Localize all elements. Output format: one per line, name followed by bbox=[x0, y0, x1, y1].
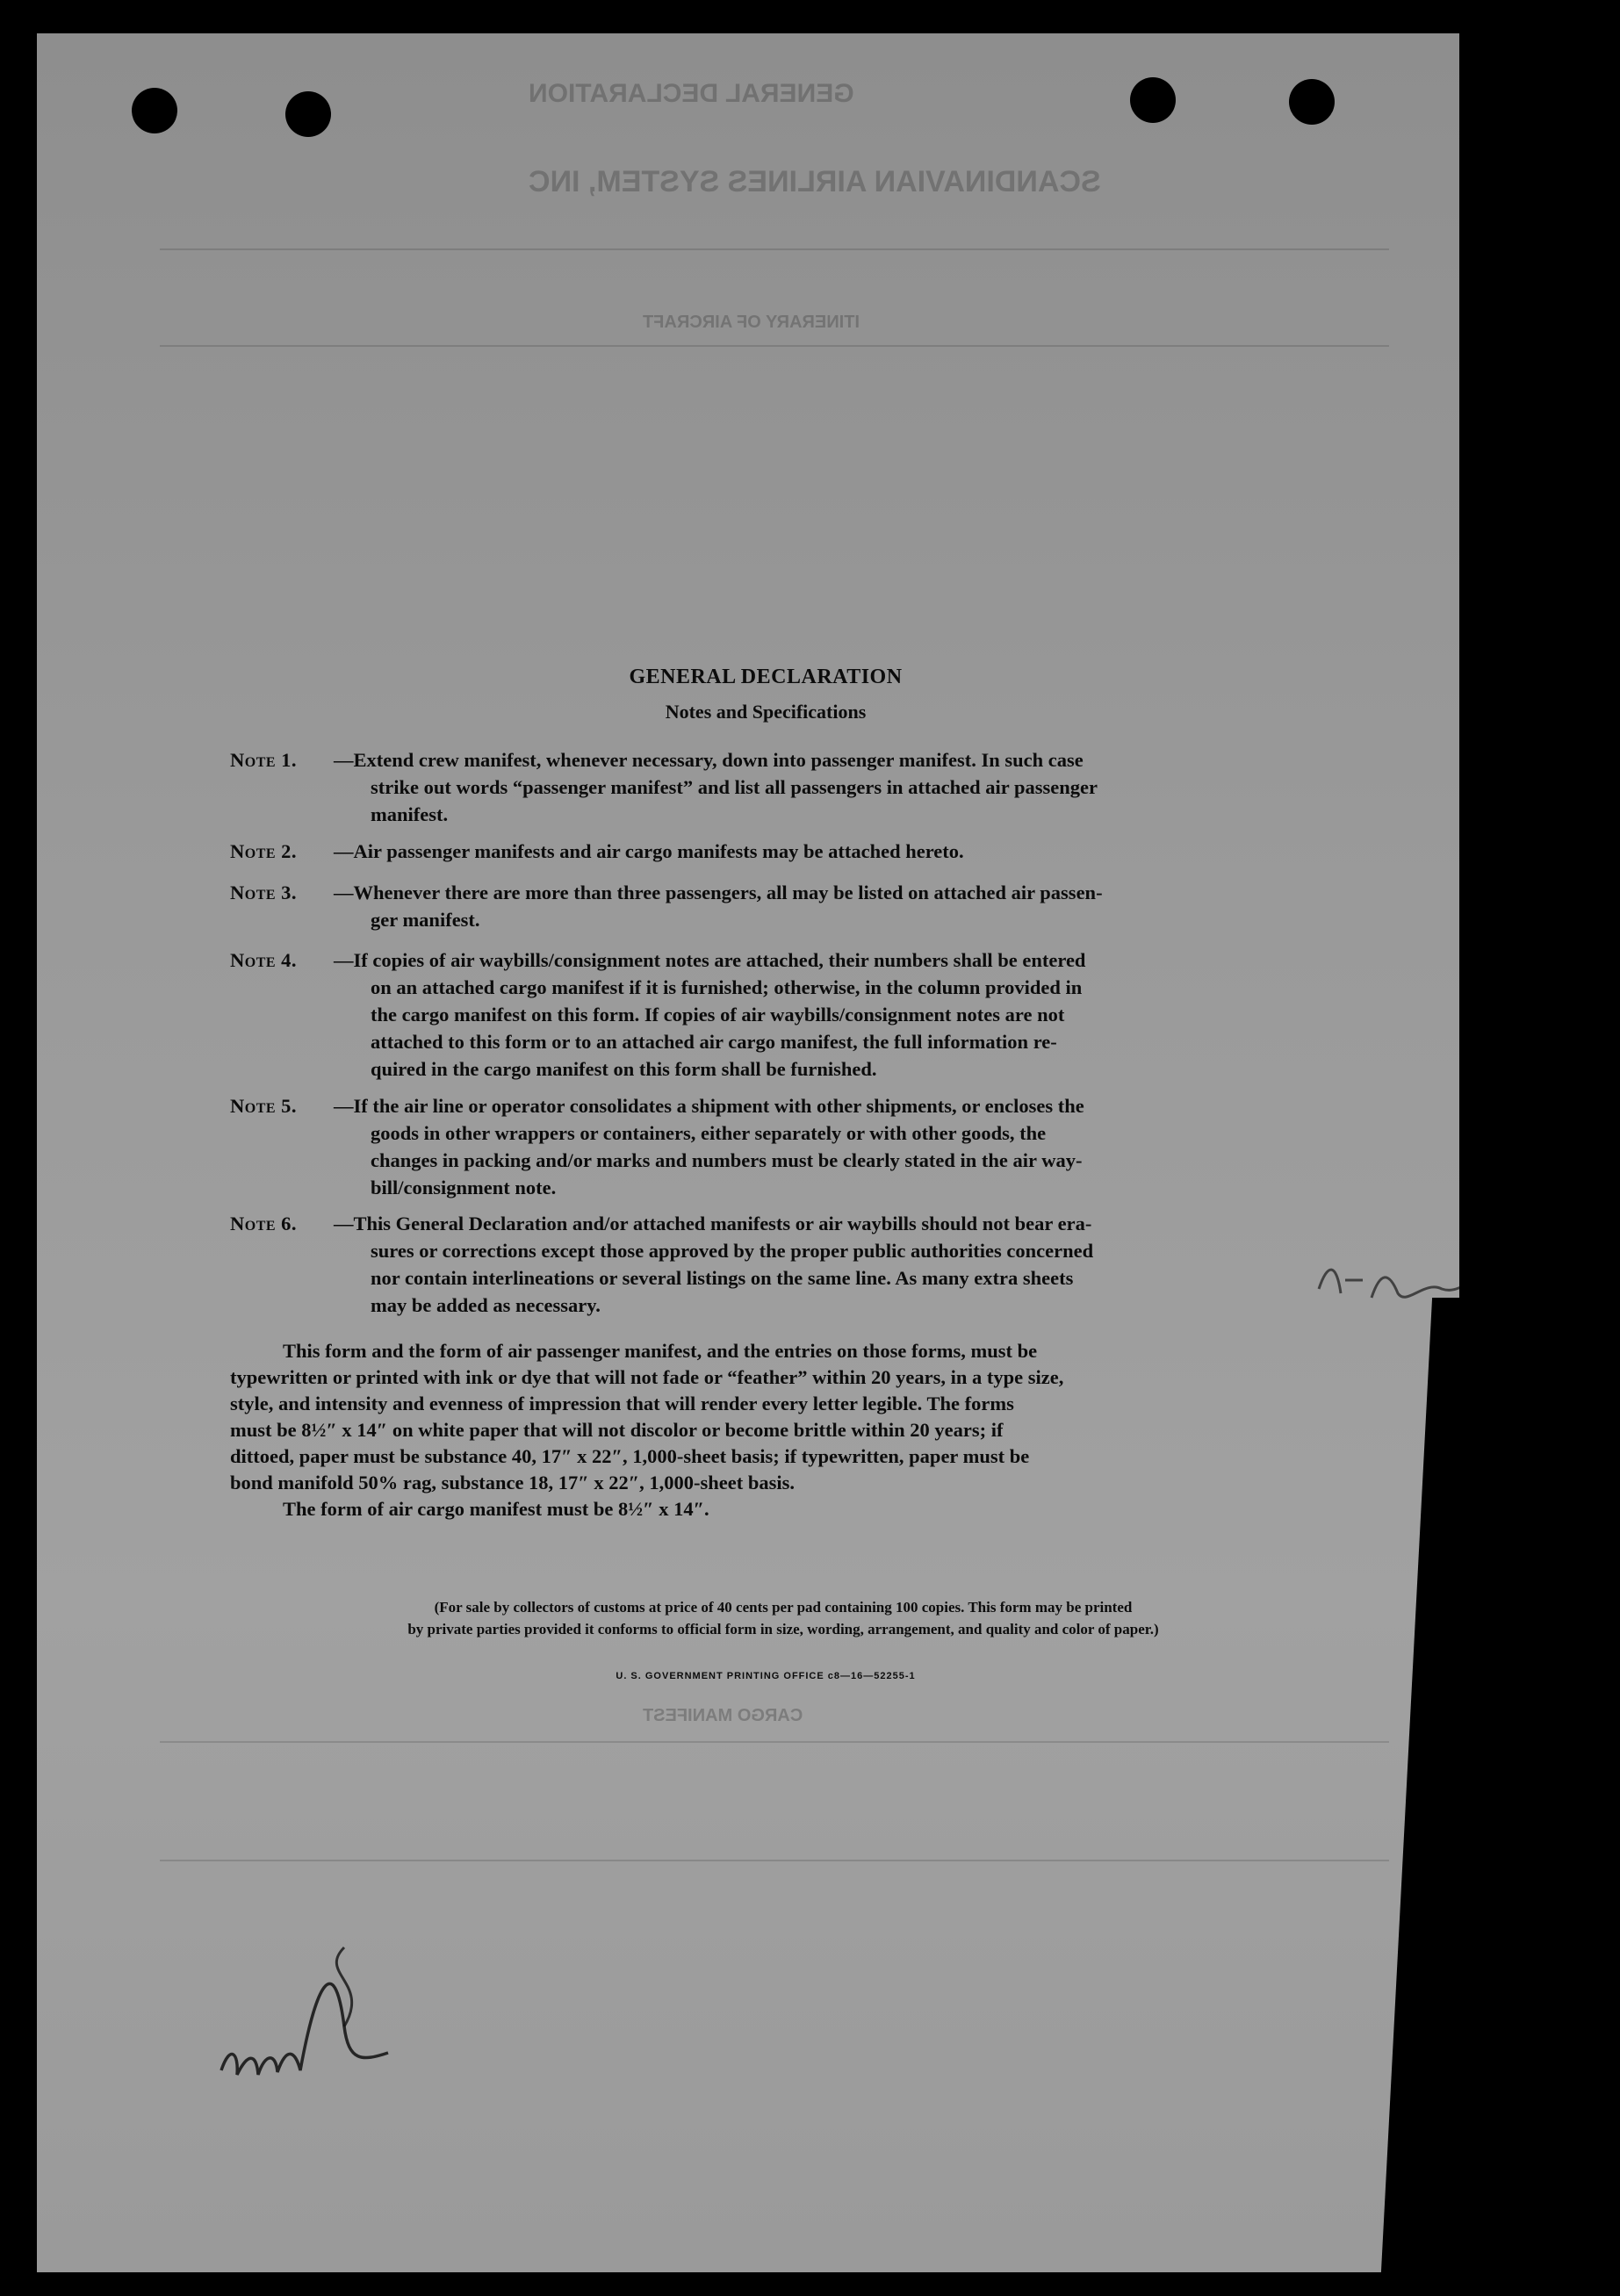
note-3 bbox=[230, 879, 1336, 933]
sale-note bbox=[230, 1596, 1336, 1640]
punch-hole-right-1 bbox=[1130, 77, 1176, 123]
note-text: strike out words “passenger manifest” and list all passengers in attached air passenger bbox=[371, 776, 1098, 798]
note-5 bbox=[230, 1092, 1336, 1201]
bleed-through-rule bbox=[160, 1860, 1389, 1868]
bleed-through-rule bbox=[160, 345, 1389, 354]
bleed-through-rule bbox=[160, 1741, 1389, 1750]
sale-note-line: by private parties provided it conforms to official form in size, wording, arrangement, and quality and color of paper.) bbox=[407, 1621, 1159, 1637]
note-text: on an attached cargo manifest if it is furnished; otherwise, in the column provided in bbox=[371, 976, 1083, 998]
note-label: Note 5. bbox=[230, 1095, 298, 1117]
note-label: Note 2. bbox=[230, 840, 298, 862]
note-text: goods in other wrappers or containers, either separately or with other goods, the bbox=[371, 1122, 1047, 1144]
note-label: Note 6. bbox=[230, 1213, 298, 1234]
note-label: Note 1. bbox=[230, 749, 298, 771]
paragraph-line: dittoed, paper must be substance 40, 17″ x 22″, 1,000-sheet basis; if typewritten, paper must be bbox=[230, 1445, 1030, 1467]
note-text: manifest. bbox=[371, 803, 449, 825]
bleed-through-rule bbox=[160, 248, 1389, 257]
printing-office-imprint: U. S. GOVERNMENT PRINTING OFFICE c8—16—52255-1 bbox=[616, 1671, 916, 1681]
note-text: may be added as necessary. bbox=[371, 1294, 601, 1316]
note-text: —Whenever there are more than three passengers, all may be listed on attached air passen- bbox=[334, 882, 1103, 903]
note-text: changes in packing and/or marks and numbers must be clearly stated in the air way- bbox=[371, 1149, 1083, 1171]
bleed-through-header: GENERAL DECLARATION bbox=[529, 79, 854, 108]
bleed-through-itinerary: ITINERARY OF AIRCRAFT bbox=[643, 313, 860, 332]
handwritten-signature bbox=[212, 1921, 423, 2097]
note-2 bbox=[230, 838, 1336, 865]
punch-hole-left-1 bbox=[132, 88, 177, 133]
punch-hole-right-2 bbox=[1289, 79, 1335, 125]
document-title: GENERAL DECLARATION bbox=[629, 666, 903, 688]
note-text: attached to this form or to an attached air cargo manifest, the full information re- bbox=[371, 1031, 1057, 1053]
bleed-through-airline: SCANDINAVIAN AIRLINES SYSTEM, INC bbox=[529, 165, 1101, 198]
form-specification-paragraph bbox=[230, 1338, 1336, 1522]
sale-note-line: (For sale by collectors of customs at price of 40 cents per pad containing 100 copies. This form may be printed bbox=[434, 1599, 1133, 1616]
note-text: ger manifest. bbox=[371, 909, 480, 931]
note-text: —If copies of air waybills/consignment notes are attached, their numbers shall be entered bbox=[334, 949, 1086, 971]
note-text: sures or corrections except those approved by the proper public authorities concerned bbox=[371, 1240, 1094, 1262]
paragraph-line: typewritten or printed with ink or dye that will not fade or “feather” within 20 years, in a type size, bbox=[230, 1366, 1064, 1388]
torn-edge bbox=[1381, 1298, 1459, 2272]
note-text: —This General Declaration and/or attached manifests or air waybills should not bear era- bbox=[334, 1213, 1092, 1234]
document-sheet bbox=[37, 33, 1459, 2272]
paragraph-line: must be 8½″ x 14″ on white paper that will not discolor or become brittle within 20 years; if bbox=[230, 1419, 1004, 1441]
document-subtitle: Notes and Specifications bbox=[665, 701, 867, 723]
note-text: the cargo manifest on this form. If copies of air waybills/consignment notes are not bbox=[371, 1004, 1065, 1026]
paragraph-line: bond manifold 50% rag, substance 18, 17″ x 22″, 1,000-sheet basis. bbox=[230, 1472, 796, 1493]
paragraph-line: This form and the form of air passenger manifest, and the entries on those forms, must be bbox=[283, 1340, 1038, 1362]
note-6 bbox=[230, 1210, 1336, 1319]
punch-hole-left-2 bbox=[285, 91, 331, 137]
note-label: Note 3. bbox=[230, 882, 298, 903]
bleed-through-cargo-header: CARGO MANIFEST bbox=[643, 1706, 803, 1725]
note-label: Note 4. bbox=[230, 949, 298, 971]
note-text: —Extend crew manifest, whenever necessary, down into passenger manifest. In such case bbox=[334, 749, 1084, 771]
note-text: —If the air line or operator consolidates a shipment with other shipments, or encloses the bbox=[334, 1095, 1084, 1117]
note-1 bbox=[230, 746, 1336, 828]
cargo-manifest-size: The form of air cargo manifest must be 8½″ x 14″. bbox=[283, 1498, 709, 1520]
paragraph-line: style, and intensity and evenness of impression that will render every letter legible. The forms bbox=[230, 1393, 1014, 1414]
note-4 bbox=[230, 946, 1336, 1083]
note-text: quired in the cargo manifest on this form shall be furnished. bbox=[371, 1058, 877, 1080]
note-text: —Air passenger manifests and air cargo manifests may be attached hereto. bbox=[334, 840, 964, 862]
note-text: nor contain interlineations or several listings on the same line. As many extra sheets bbox=[371, 1267, 1074, 1289]
note-text: bill/consignment note. bbox=[371, 1177, 557, 1198]
